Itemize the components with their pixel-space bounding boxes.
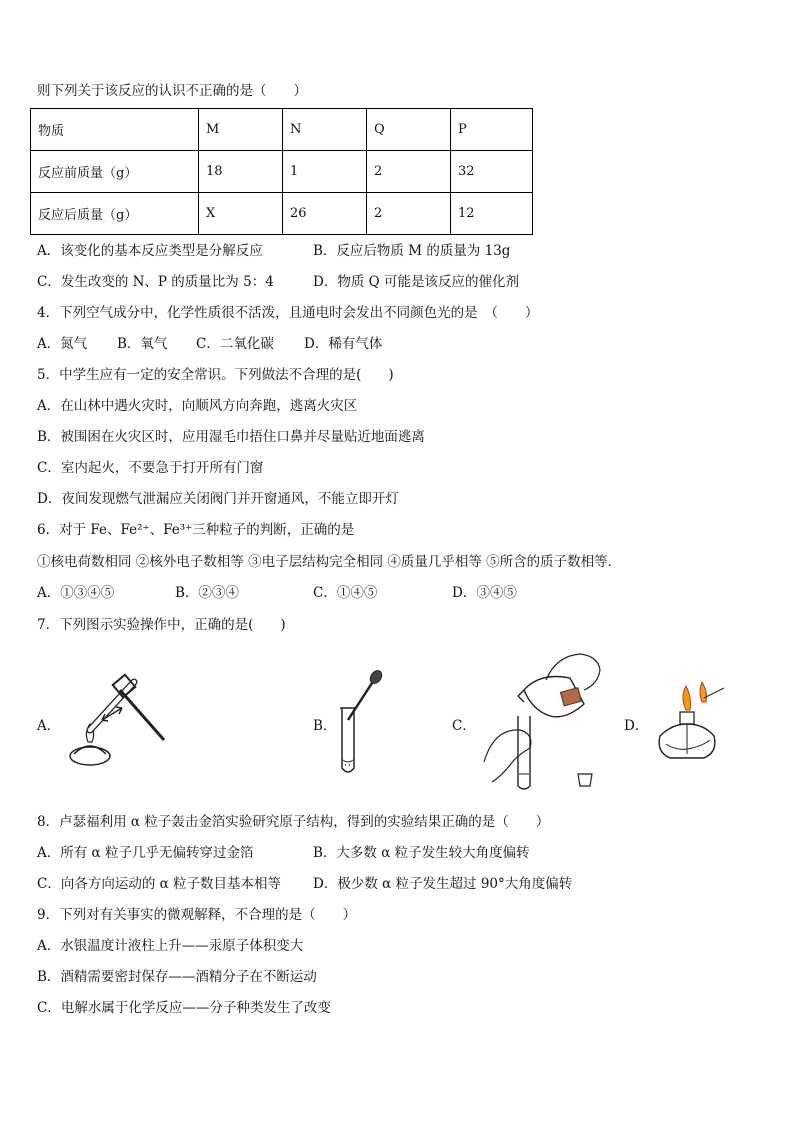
table-cell: X [199, 193, 283, 235]
q5-option-b[interactable]: B．被围困在火灾区时，应用湿毛巾捂住口鼻并尽量贴近地面逃离 [37, 429, 425, 445]
table-header-cell: P [451, 109, 533, 151]
q6-stem: 6．对于 Fe、Fe²⁺、Fe³⁺三种粒子的判断，正确的是 [37, 522, 355, 538]
lighting-alcohol-lamp-figure [652, 680, 726, 766]
q3-option-b[interactable]: B．反应后物质 M 的质量为 13g [313, 243, 511, 259]
q6-option-a[interactable]: A．①③④⑤ [37, 585, 115, 601]
q9-option-b[interactable]: B．酒精需要密封保存——酒精分子在不断运动 [37, 969, 317, 985]
table-header-cell: M [199, 109, 283, 151]
q3-option-c[interactable]: C．发生改变的 N、P 的质量比为 5：4 [37, 274, 274, 290]
q7-option-c-label[interactable]: C． [452, 718, 476, 734]
q3-option-a[interactable]: A．该变化的基本反应类型是分解反应 [37, 243, 263, 259]
table-cell: 2 [367, 193, 451, 235]
q4-stem: 4．下列空气成分中，化学性质很不活泼，且通电时会发出不同颜色光的是 （ ） [37, 305, 539, 321]
q5-option-a[interactable]: A．在山林中遇火灾时，向顺风方向奔跑，逃离火灾区 [37, 398, 358, 414]
q4-option-c[interactable]: C．二氧化碳 [196, 336, 274, 352]
q5-option-d[interactable]: D．夜间发现燃气泄漏应关闭阀门并开窗通风，不能立即开灯 [37, 491, 399, 507]
table-header-cell: N [283, 109, 367, 151]
q8-stem: 8．卢瑟福利用 α 粒子轰击金箔实验研究原子结构，得到的实验结果正确的是（ ） [37, 814, 550, 830]
q7-option-b-label[interactable]: B． [313, 718, 337, 734]
table-header-cell: Q [367, 109, 451, 151]
table-row [31, 151, 533, 193]
dropper-test-tube-figure [334, 668, 386, 778]
q3-option-d[interactable]: D．物质 Q 可能是该反应的催化剂 [313, 274, 519, 290]
table-header-row [31, 109, 533, 151]
table-cell: 26 [283, 193, 367, 235]
table-cell: 1 [283, 151, 367, 193]
q9-option-c[interactable]: C．电解水属于化学反应——分子种类发生了改变 [37, 1000, 331, 1016]
q9-option-a[interactable]: A．水银温度计液柱上升——汞原子体积变大 [37, 938, 304, 954]
q6-option-d[interactable]: D．③④⑤ [452, 585, 517, 601]
q8-option-d[interactable]: D．极少数 α 粒子发生超过 90°大角度偏转 [313, 876, 573, 892]
table-header-cell: 物质 [31, 109, 199, 151]
q8-option-b[interactable]: B．大多数 α 粒子发生较大角度偏转 [313, 845, 530, 861]
q8-option-a[interactable]: A．所有 α 粒子几乎无偏转穿过金箔 [37, 845, 254, 861]
q6-option-c[interactable]: C．①④⑤ [313, 585, 378, 601]
table-cell: 反应后质量（g） [31, 193, 199, 235]
q4-option-a[interactable]: A．氮气 [37, 336, 88, 352]
table-cell: 反应前质量（g） [31, 151, 199, 193]
question-intro: 则下列关于该反应的认识不正确的是（ ） [37, 83, 307, 99]
q5-stem: 5．中学生应有一定的安全常识。下列做法不合理的是( ) [37, 367, 394, 383]
q9-stem: 9．下列对有关事实的微观解释，不合理的是（ ） [37, 907, 357, 923]
table-cell: 12 [451, 193, 533, 235]
q5-option-c[interactable]: C．室内起火，不要急于打开所有门窗 [37, 460, 264, 476]
q4-option-d[interactable]: D．稀有气体 [304, 336, 383, 352]
q4-option-b[interactable]: B．氧气 [117, 336, 168, 352]
test-tube-heating-figure [64, 668, 170, 772]
q7-option-d-label[interactable]: D． [624, 718, 649, 734]
table-cell: 32 [451, 151, 533, 193]
mass-table [30, 108, 533, 235]
pouring-liquid-figure [480, 650, 610, 792]
q7-option-a-label[interactable]: A． [37, 718, 61, 734]
q7-stem: 7．下列图示实验操作中，正确的是( ) [37, 617, 286, 633]
table-cell: 2 [367, 151, 451, 193]
q8-option-c[interactable]: C．向各方向运动的 α 粒子数目基本相等 [37, 876, 282, 892]
table-cell: 18 [199, 151, 283, 193]
table-row [31, 193, 533, 235]
q6-statements: ①核电荷数相同 ②核外电子数相等 ③电子层结构完全相同 ④质量几乎相等 ⑤所含的质子数相等． [37, 554, 622, 570]
q6-option-b[interactable]: B．②③④ [175, 585, 239, 601]
